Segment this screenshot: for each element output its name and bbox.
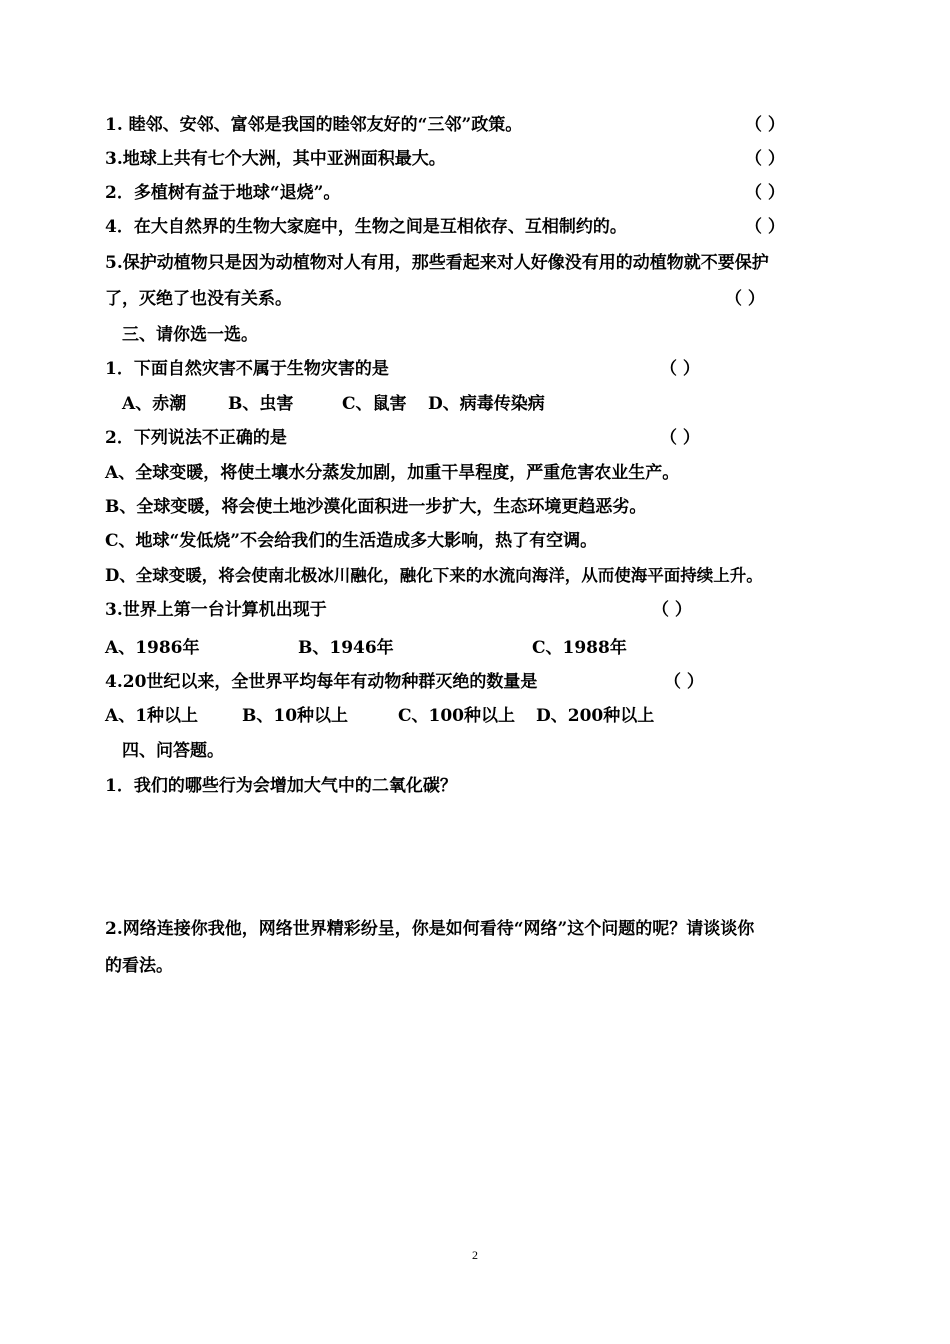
choice-q1-option-b: B、虫害 <box>228 394 294 414</box>
judge-item-2: 2．多植树有益于地球“退烧”。 <box>105 183 341 203</box>
choice-q4-option-a: A、1种以上 <box>105 706 199 726</box>
judge-item-5-cont: 了，灭绝了也没有关系。 <box>105 289 292 309</box>
judge-item-5: 5.保护动植物只是因为动植物对人有用，那些看起来对人好像没有用的动植物就不要保护 <box>105 253 769 273</box>
choice-q2-option-d: D、全球变暖，将会使南北极冰川融化，融化下来的水流向海洋，从而使海平面持续上升。 <box>105 566 763 585</box>
choice-q4-blank: （ ） <box>664 672 704 692</box>
qa-question-2: 2.网络连接你我他，网络世界精彩纷呈，你是如何看待“网络”这个问题的呢？请谈谈你 <box>105 919 755 939</box>
page-number: 2 <box>472 1248 478 1262</box>
choice-q4-stem: 4.20世纪以来，全世界平均每年有动物种群灭绝的数量是 <box>105 672 538 692</box>
qa-question-1: 1．我们的哪些行为会增加大气中的二氧化碳？ <box>105 776 457 796</box>
section-heading-qa: 四、问答题。 <box>122 741 224 761</box>
choice-q2-stem: 2．下列说法不正确的是 <box>105 428 287 448</box>
answer-blank-3: （ ） <box>745 149 785 169</box>
choice-q2-blank: （ ） <box>660 428 700 448</box>
judge-item-3: 3.地球上共有七个大洲，其中亚洲面积最大。 <box>105 149 446 169</box>
choice-q4-option-b: B、10种以上 <box>242 706 349 726</box>
choice-q4-option-c: C、100种以上 <box>398 706 516 726</box>
choice-q2-option-b: B、全球变暖，将会使土地沙漠化面积进一步扩大，生态环境更趋恶劣。 <box>105 497 647 517</box>
choice-q2-option-c: C、地球“发低烧”不会给我们的生活造成多大影响，热了有空调。 <box>105 531 598 551</box>
choice-q4-option-d: D、200种以上 <box>536 706 655 726</box>
choice-q1-stem: 1．下面自然灾害不属于生物灾害的是 <box>105 359 389 379</box>
answer-blank-4: （ ） <box>745 217 785 237</box>
judge-item-4: 4．在大自然界的生物大家庭中，生物之间是互相依存、互相制约的。 <box>105 217 627 237</box>
judge-item-1: 1. 睦邻、安邻、富邻是我国的睦邻友好的“三邻”政策。 <box>105 115 523 135</box>
choice-q3-blank: （ ） <box>652 600 692 620</box>
choice-q1-blank: （ ） <box>660 359 700 379</box>
answer-blank-1: （ ） <box>745 115 785 135</box>
section-heading-choice: 三、请你选一选。 <box>122 325 258 345</box>
answer-blank-2: （ ） <box>745 183 785 203</box>
choice-q3-stem: 3.世界上第一台计算机出现于 <box>105 600 327 620</box>
choice-q2-option-a: A、全球变暖，将使土壤水分蒸发加剧，加重干旱程度，严重危害农业生产。 <box>105 463 680 483</box>
choice-q3-option-a: A、1986年 <box>105 638 200 658</box>
choice-q1-option-a: A、赤潮 <box>122 394 187 414</box>
choice-q3-option-c: C、1988年 <box>532 638 627 658</box>
choice-q1-option-d: D、病毒传染病 <box>428 394 545 414</box>
qa-question-2-cont: 的看法。 <box>105 956 173 976</box>
choice-q1-option-c: C、鼠害 <box>342 394 407 414</box>
answer-blank-5: （ ） <box>725 289 765 309</box>
choice-q3-option-b: B、1946年 <box>298 638 394 658</box>
